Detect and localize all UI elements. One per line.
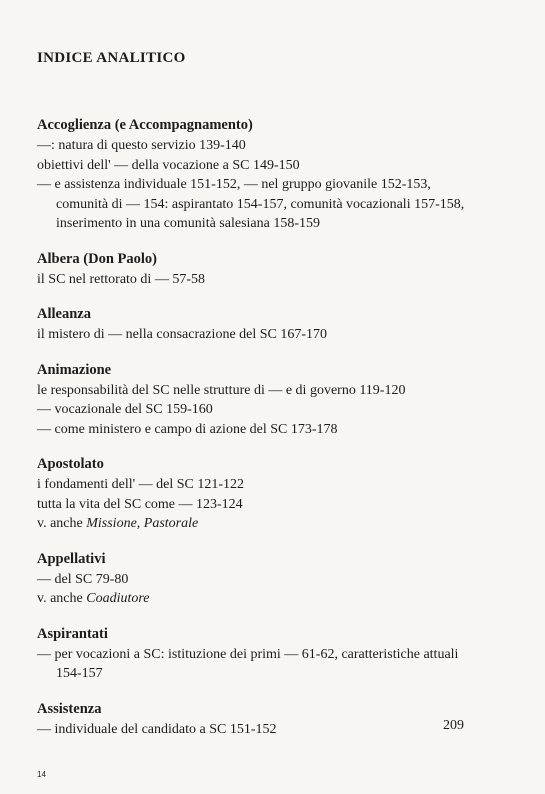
entry-line-text: — vocazionale del SC 159-160: [37, 402, 213, 417]
entry-line-text: — e assistenza individuale 151-152, — nel gruppo giovanile 152-153, comunità di — 154: aspirantato 154-157, comunità vocazionali 157-158, inserimento in una comunità salesiana 158-159: [37, 177, 465, 231]
index-entries: [37, 115, 477, 754]
entry-heading: Aspirantati: [37, 625, 108, 642]
entry-line-text: obiettivi dell' — della vocazione a SC 149-150: [37, 157, 300, 173]
entry-heading: Appellativi: [37, 550, 106, 567]
entry-line-text: i fondamenti dell' — del SC 121-122: [37, 477, 245, 492]
index-entry: [37, 699, 477, 740]
page-number: 209: [443, 718, 464, 733]
entry-line: [37, 645, 477, 684]
page-title: INDICE ANALITICO: [37, 50, 186, 66]
entry-line: [37, 400, 477, 420]
entry-heading: Albera (Don Paolo): [37, 250, 158, 267]
entry-line-text: tutta la vita del SC come — 123-124: [37, 496, 243, 512]
entry-line-text: — per vocazioni a SC: istituzione dei primi — 61-62, caratteristiche attuali 154-157: [37, 646, 459, 681]
index-entry: [37, 454, 477, 534]
entry-heading: Apostolato: [37, 456, 104, 472]
entry-line-text: —: natura di questo servizio 139-140: [37, 138, 246, 153]
entry-heading: Animazione: [37, 361, 112, 378]
index-entry: [37, 624, 477, 684]
entry-heading: Assistenza: [37, 700, 102, 717]
entry-line-text: il mistero di — nella consacrazione del SC 167-170: [37, 327, 328, 342]
entry-heading: Accoglienza (e Accompagnamento): [37, 117, 253, 133]
entry-line: [37, 720, 477, 740]
entry-line: [37, 589, 477, 609]
index-entry: [37, 249, 477, 290]
entry-line-text: — come ministero e campo di azione del SC 173-178: [37, 421, 338, 437]
footer-number: 14: [37, 770, 46, 779]
entry-line: [37, 475, 477, 495]
index-entry: [37, 360, 477, 440]
entry-line-text: v. anche: [37, 591, 87, 606]
index-entry: [37, 549, 477, 609]
entry-line: [37, 270, 477, 290]
entry-line-text: v. anche: [37, 516, 87, 531]
entry-line: [37, 420, 477, 440]
entry-line: [37, 136, 477, 156]
entry-line-text: le responsabilità del SC nelle strutture di — e di governo 119-120: [37, 382, 406, 398]
entry-line: [37, 381, 477, 401]
entry-line: [37, 495, 477, 515]
cross-reference: Missione, Pastorale: [86, 516, 199, 531]
index-entry: [37, 304, 477, 345]
entry-line-text: — individuale del candidato a SC 151-152: [37, 721, 277, 737]
entry-line: [37, 156, 477, 176]
index-entry: [37, 115, 477, 234]
entry-line-text: il SC nel rettorato di — 57-58: [37, 271, 205, 287]
entry-line: [37, 325, 477, 345]
entry-heading: Alleanza: [37, 306, 91, 322]
entry-line: [37, 175, 477, 234]
entry-line-text: — del SC 79-80: [37, 571, 129, 587]
entry-line: [37, 570, 477, 590]
entry-line: [37, 514, 477, 534]
cross-reference: Coadiutore: [86, 591, 150, 606]
